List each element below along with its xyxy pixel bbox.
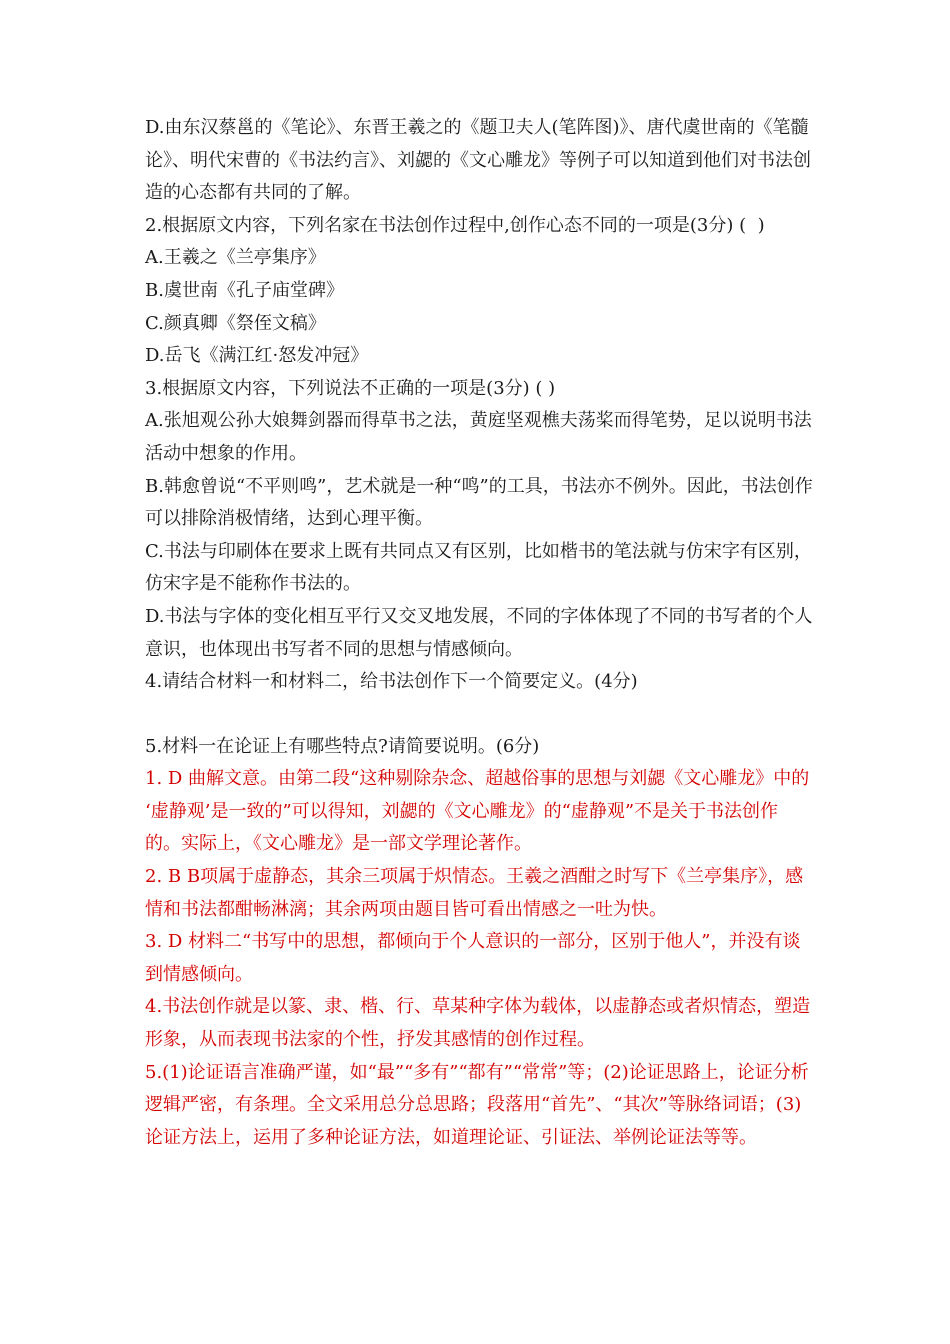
answer-1: 1. D 曲解文意。由第二段“这种剔除杂念、超越俗事的思想与刘勰《文心雕龙》中的 ‘虚静观’是一致的”可以得知，刘勰的《文心雕龙》的“虚静观”不是关于书法创作的。实际上，《文心雕龙》是一部文学理论著作。 [145, 768, 815, 855]
question-2-option-d: D.岳飞《满江红·怒发冲冠》 [145, 345, 369, 367]
question-3-option-a: A.张旭观公孙大娘舞剑器而得草书之法，黄庭坚观樵夫荡桨而得笔势，足以说明书法活动中想象的作用。 [145, 410, 812, 464]
answer-3: 3. D 材料二“书写中的思想，都倾向于个人意识的一部分，区别于他人”，并没有谈到情感倾向。 [145, 931, 801, 985]
answer-2: 2. B B项属于虚静态，其余三项属于炽情态。王羲之酒酣之时写下《兰亭集序》，感情和书法都酣畅淋漓；其余两项由题目皆可看出情感之一吐为快。 [145, 866, 804, 920]
question-3-option-b: B.韩愈曾说“不平则鸣”，艺术就是一种“鸣”的工具，书法亦不例外。因此，书法创作可以排除消极情绪，达到心理平衡。 [145, 475, 813, 530]
question-3-stem: 3.根据原文内容，下列说法不正确的一项是(3分) ( ) [145, 377, 556, 399]
question-2-option-b: B.虞世南《孔子庙堂碑》 [145, 279, 344, 301]
question-4-stem: 4.请结合材料一和材料二，给书法创作下一个简要定义。(4分) [145, 671, 638, 693]
answer-5: 5.(1)论证语言准确严谨，如“最”“多有”“都有”“常常”等；(2)论证思路上，论证分析逻辑严密，有条理。全文采用总分总思路；段落用“首先”、“其次”等脉络词语；(3)论证方法上，运用了多种论证方法，如道理论证、引证法、举例论证法等等。 [145, 1061, 809, 1148]
question-1-option-d: D.由东汉蔡邕的《笔论》、东晋王羲之的《题卫夫人(笔阵图)》、唐代虞世南的《笔髓论》、明代宋曹的《书法约言》、刘勰的《文心雕龙》等例子可以知道到他们对书法创造的心态都有共同的了解。 [145, 117, 811, 204]
question-5-stem: 5.材料一在论证上有哪些特点?请简要说明。(6分) [145, 735, 540, 757]
question-3-option-c: C.书法与印刷体在要求上既有共同点又有区别，比如楷书的笔法就与仿宋字有区别，仿宋字是不能称作书法的。 [145, 540, 812, 595]
question-2-option-c: C.颜真卿《祭侄文稿》 [145, 312, 326, 334]
question-2-stem: 2.根据原文内容，下列名家在书法创作过程中,创作心态不同的一项是(3分) ( ) [145, 214, 765, 236]
document-content [145, 112, 813, 1154]
answer-blank-space [145, 699, 813, 731]
question-3-option-d: D.书法与字体的变化相互平行又交叉地发展，不同的字体体现了不同的书写者的个人意识，也体现出书写者不同的思想与情感倾向。 [145, 605, 813, 660]
answer-4: 4.书法创作就是以篆、隶、楷、行、草某种字体为载体，以虚静态或者炽情态，塑造形象，从而表现书法家的个性，抒发其感情的创作过程。 [145, 996, 811, 1051]
question-2-option-a: A.王羲之《兰亭集序》 [145, 247, 326, 269]
